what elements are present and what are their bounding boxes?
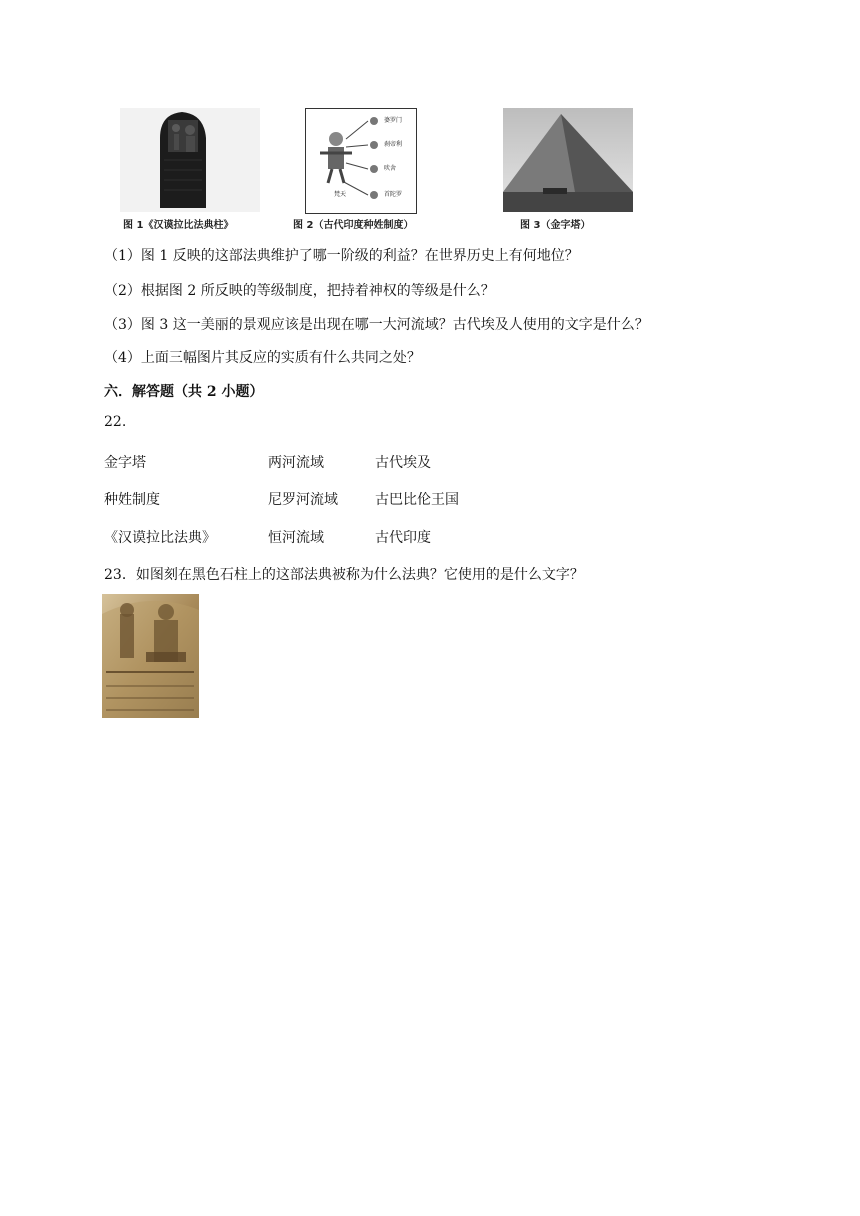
match-item: 古代印度: [375, 530, 431, 546]
question-21-part-2: （2）根据图 2 所反映的等级制度，把持着神权的等级是什么？: [104, 283, 495, 299]
match-item: 种姓制度: [104, 492, 160, 508]
figure-3-pyramid: [503, 108, 633, 212]
match-item: 尼罗河流域: [268, 492, 338, 508]
pyramid-image: [503, 108, 633, 212]
question-22-number: 22.: [104, 414, 127, 430]
caste-label-shudra: 首陀罗: [384, 191, 403, 198]
deity-label: 梵天: [334, 191, 347, 198]
match-item: 两河流域: [268, 455, 324, 471]
section-heading: 六．解答题（共 2 小题）: [104, 384, 264, 400]
match-item: 《汉谟拉比法典》: [104, 530, 216, 546]
caste-label-brahmin: 婆罗门: [384, 117, 403, 124]
figure-3-caption: 图 3（金字塔）: [520, 220, 591, 231]
question-23-text: 23．如图刻在黑色石柱上的这部法典被称为什么法典？它使用的是什么文字？: [104, 567, 584, 583]
question-21-part-4: （4）上面三幅图片其反应的实质有什么共同之处？: [104, 350, 421, 366]
figure-1-caption: 图 1《汉谟拉比法典柱》: [123, 220, 234, 231]
match-item: 恒河流域: [268, 530, 324, 546]
question-21-part-3: （3）图 3 这一美丽的景观应该是出现在哪一大河流域？古代埃及人使用的文字是什么？: [104, 317, 649, 333]
match-item: 古代埃及: [375, 455, 431, 471]
question-21-part-1: （1）图 1 反映的这部法典维护了哪一阶级的利益？在世界历史上有何地位？: [104, 248, 579, 264]
caste-label-kshatriya: 刹帝利: [384, 141, 403, 148]
stele-relief-image: [102, 594, 199, 718]
match-item: 古巴比伦王国: [375, 492, 459, 508]
figure-1-hammurabi-stele: [120, 108, 260, 212]
figure-2-caste-diagram: [305, 108, 417, 214]
figure-2-caption: 图 2（古代印度种姓制度）: [293, 220, 414, 231]
stele-image: [120, 108, 260, 212]
match-item: 金字塔: [104, 455, 146, 471]
question-23-stele-photo: [102, 594, 199, 718]
caste-label-vaishya: 吠舍: [384, 165, 397, 172]
